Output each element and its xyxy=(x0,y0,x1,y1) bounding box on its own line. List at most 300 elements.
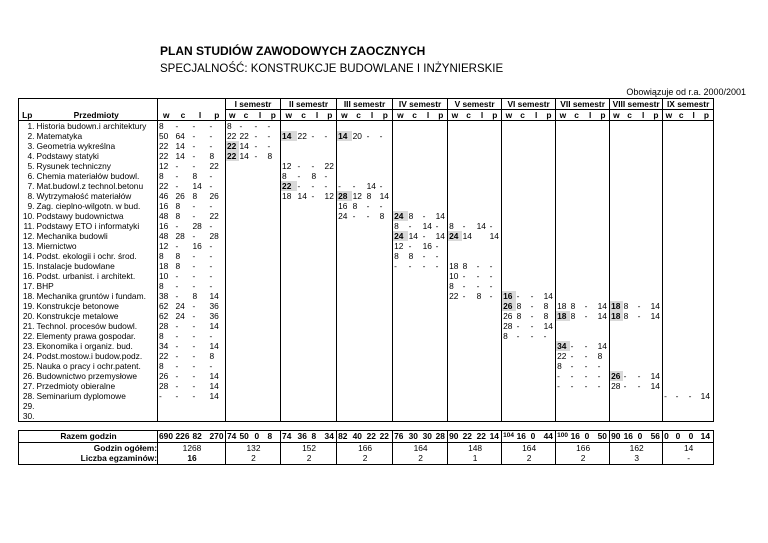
total-hours: 8 xyxy=(192,171,198,181)
semester-hours xyxy=(663,211,675,221)
total-hours: 14 xyxy=(209,371,219,381)
semester-hours: - xyxy=(297,181,301,191)
semester-hours: - xyxy=(311,181,315,191)
semester-hours xyxy=(610,401,623,411)
semester-col-header: c xyxy=(570,110,584,121)
semester-hours xyxy=(502,121,516,132)
total-hours: - xyxy=(192,361,196,371)
subject-name: Podst.mostow.i budow.podz. xyxy=(36,351,143,361)
razem-total: 82 xyxy=(192,431,209,443)
semester-hours xyxy=(502,251,516,261)
semester-hours xyxy=(489,351,502,361)
semester-hours xyxy=(516,411,530,422)
semester-hours xyxy=(502,281,516,291)
validity-note: Obowiązuje od r.a. 2000/2001 xyxy=(626,87,746,97)
semester-hours xyxy=(226,341,239,351)
semester-hours xyxy=(226,221,239,231)
semester-hours xyxy=(650,141,663,151)
semester-hours xyxy=(393,201,408,211)
razem-semester: 56 xyxy=(650,431,663,443)
semester-hours xyxy=(650,351,663,361)
semester-hours xyxy=(623,181,637,191)
semester-hours xyxy=(584,201,597,211)
semester-hours xyxy=(556,181,570,191)
semester-hours xyxy=(556,391,570,401)
razem-semester: 28 xyxy=(435,431,448,443)
semester-hours xyxy=(688,141,700,151)
subject-name: Mechanika gruntów i fundam. xyxy=(36,291,146,301)
semester-hours xyxy=(281,341,297,351)
semester-hours xyxy=(610,151,623,161)
semester-hours: 8 xyxy=(476,291,482,301)
semester-hours xyxy=(462,361,476,371)
semester-hours xyxy=(324,151,337,161)
semester-hours xyxy=(530,121,543,132)
total-hours: 48 xyxy=(158,231,175,241)
semester-hours xyxy=(610,261,623,271)
egzaminy-semester: 3 xyxy=(610,453,663,464)
semester-hours xyxy=(688,361,700,371)
semester-hours xyxy=(435,301,448,311)
semester-hours xyxy=(700,241,714,251)
total-hours: - xyxy=(209,361,213,371)
semester-hours xyxy=(462,321,476,331)
semester-hours xyxy=(408,181,422,191)
row-number: 12. xyxy=(19,231,36,241)
semester-hours xyxy=(663,121,675,132)
total-hours: - xyxy=(175,381,179,391)
semester-hours xyxy=(597,221,610,231)
semester-hours xyxy=(543,391,556,401)
semester-hours xyxy=(489,321,502,331)
semester-hours xyxy=(700,261,714,271)
semester-hours xyxy=(637,291,650,301)
semester-hours: - xyxy=(267,141,271,151)
semester-hours xyxy=(393,361,408,371)
row-number: 26. xyxy=(19,371,36,381)
semester-hours xyxy=(393,281,408,291)
semester-hours xyxy=(700,301,714,311)
total-hours xyxy=(192,411,209,422)
semester-hours xyxy=(422,351,435,361)
semester-hours xyxy=(267,181,281,191)
semester-hours xyxy=(675,121,688,132)
semester-hours: - xyxy=(570,341,574,351)
header-blank xyxy=(158,99,175,110)
semester-col-header: c xyxy=(675,110,688,121)
semester-hours xyxy=(570,121,584,132)
semester-hours xyxy=(502,131,516,141)
semester-hours xyxy=(337,271,352,281)
semester-hours: 14 xyxy=(435,231,445,241)
semester-hours: - xyxy=(584,311,588,321)
semester-header: IV semestr xyxy=(393,99,448,110)
semester-hours xyxy=(422,141,435,151)
semester-hours: - xyxy=(393,261,408,271)
semester-hours xyxy=(570,131,584,141)
semester-hours xyxy=(700,211,714,221)
semester-hours xyxy=(476,361,489,371)
semester-hours xyxy=(226,291,239,301)
table-row xyxy=(19,211,714,221)
semester-hours xyxy=(239,271,254,281)
semester-hours xyxy=(448,371,462,381)
semester-hours xyxy=(281,221,297,231)
semester-hours xyxy=(502,391,516,401)
semester-hours xyxy=(543,411,556,422)
semester-hours xyxy=(623,261,637,271)
semester-hours xyxy=(435,281,448,291)
razem-semester: 34 xyxy=(324,431,337,443)
subject-name: Podstawy ETO i informatyki xyxy=(36,221,140,231)
semester-hours xyxy=(366,231,379,241)
semester-hours xyxy=(516,231,530,241)
semester-hours xyxy=(422,301,435,311)
semester-col-header: w xyxy=(393,110,408,121)
semester-hours xyxy=(267,191,281,201)
semester-hours xyxy=(700,161,714,171)
semester-hours xyxy=(476,321,489,331)
semester-hours xyxy=(650,361,663,371)
semester-hours xyxy=(267,221,281,231)
semester-hours xyxy=(379,281,393,291)
total-hours: - xyxy=(192,351,196,361)
semester-hours xyxy=(462,181,476,191)
semester-hours xyxy=(663,191,675,201)
ogolem-total: 1268 xyxy=(158,442,226,453)
semester-hours: - xyxy=(352,181,356,191)
razem-semester: 0 xyxy=(675,431,688,443)
semester-hours xyxy=(623,161,637,171)
semester-hours: 14 xyxy=(239,141,249,151)
semester-hours xyxy=(623,401,637,411)
semester-hours xyxy=(352,221,366,231)
semester-hours xyxy=(476,161,489,171)
semester-header: VI semestr xyxy=(502,99,556,110)
semester-hours: - xyxy=(597,371,601,381)
semester-hours xyxy=(688,311,700,321)
semester-header: VII semestr xyxy=(556,99,610,110)
semester-hours xyxy=(663,261,675,271)
semester-hours: - xyxy=(297,171,301,181)
semester-hours: 14 xyxy=(489,231,499,241)
semester-hours xyxy=(597,261,610,271)
semester-hours xyxy=(543,251,556,261)
total-hours: - xyxy=(192,251,196,261)
semester-hours xyxy=(700,281,714,291)
total-hours: - xyxy=(192,341,196,351)
semester-hours xyxy=(675,411,688,422)
table-row xyxy=(19,201,714,211)
semester-hours xyxy=(584,281,597,291)
razem-semester: 76 xyxy=(393,431,408,443)
semester-hours xyxy=(516,361,530,371)
semester-hours xyxy=(281,411,297,422)
semester-hours xyxy=(324,311,337,321)
semester-hours xyxy=(530,261,543,271)
page-title: PLAN STUDIÓW ZAWODOWYCH ZAOCZNYCH xyxy=(160,44,426,58)
semester-hours xyxy=(366,171,379,181)
semester-hours xyxy=(435,341,448,351)
semester-hours xyxy=(597,131,610,141)
semester-hours xyxy=(337,171,352,181)
semester-hours xyxy=(226,241,239,251)
semester-hours xyxy=(637,191,650,201)
semester-hours xyxy=(422,121,435,132)
semester-hours: 22 xyxy=(239,131,249,141)
semester-hours xyxy=(448,191,462,201)
subject-name: Mechanika budowli xyxy=(36,231,108,241)
semester-hours xyxy=(297,211,311,221)
semester-hours xyxy=(324,401,337,411)
total-hours: 8 xyxy=(175,251,181,261)
semester-hours xyxy=(584,291,597,301)
semester-hours xyxy=(610,171,623,181)
total-hours: - xyxy=(175,331,179,341)
semester-hours xyxy=(688,151,700,161)
semester-header: I semestr xyxy=(226,99,281,110)
semester-hours xyxy=(422,371,435,381)
ogolem-semester: 166 xyxy=(337,442,393,453)
semester-hours: - xyxy=(408,241,412,251)
semester-hours: - xyxy=(379,201,383,211)
semester-hours xyxy=(556,251,570,261)
total-hours: 14 xyxy=(209,321,219,331)
row-number: 28. xyxy=(19,391,36,401)
semester-hours xyxy=(435,161,448,171)
total-hours: 8 xyxy=(158,361,175,371)
semester-hours: - xyxy=(297,161,301,171)
semester-hours xyxy=(597,191,610,201)
semester-hours xyxy=(700,401,714,411)
semester-hours xyxy=(337,221,352,231)
semester-hours xyxy=(239,191,254,201)
semester-hours: - xyxy=(254,141,258,151)
semester-hours xyxy=(297,301,311,311)
semester-hours xyxy=(476,131,489,141)
semester-hours xyxy=(476,401,489,411)
semester-hours xyxy=(254,341,267,351)
total-hours: 14 xyxy=(192,181,202,191)
semester-hours xyxy=(448,121,462,132)
semester-hours xyxy=(476,181,489,191)
row-number: 22. xyxy=(19,331,36,341)
semester-hours xyxy=(311,291,324,301)
semester-hours xyxy=(337,351,352,361)
total-hours: 16 xyxy=(192,241,202,251)
semester-hours xyxy=(281,211,297,221)
semester-hours xyxy=(650,221,663,231)
semester-hours xyxy=(530,201,543,211)
semester-hours xyxy=(543,121,556,132)
semester-hours xyxy=(239,361,254,371)
semester-hours: 8 xyxy=(570,311,576,321)
semester-hours xyxy=(366,291,379,301)
subject-name: Seminarium dyplomowe xyxy=(36,391,126,401)
semester-hours xyxy=(311,381,324,391)
semester-hours xyxy=(650,241,663,251)
total-hours: - xyxy=(192,331,196,341)
semester-hours xyxy=(408,311,422,321)
semester-hours xyxy=(462,301,476,311)
semester-hours xyxy=(448,171,462,181)
semester-hours xyxy=(337,311,352,321)
semester-hours xyxy=(239,181,254,191)
subject-name: Podst. ekologii i ochr. środ. xyxy=(36,251,137,261)
semester-hours xyxy=(352,231,366,241)
semester-hours xyxy=(688,131,700,141)
total-hours: 8 xyxy=(192,291,198,301)
semester-hours xyxy=(337,411,352,422)
semester-hours xyxy=(448,251,462,261)
semester-hours xyxy=(556,131,570,141)
semester-hours xyxy=(637,251,650,261)
semester-hours xyxy=(543,351,556,361)
semester-hours xyxy=(408,141,422,151)
semester-hours xyxy=(570,141,584,151)
semester-hours: 22 xyxy=(226,141,239,151)
semester-hours xyxy=(311,141,324,151)
semester-hours xyxy=(623,121,637,132)
semester-hours xyxy=(663,371,675,381)
subject-name: Geometria wykreślna xyxy=(36,141,116,151)
semester-hours xyxy=(422,131,435,141)
semester-hours xyxy=(254,161,267,171)
total-hours: 16 xyxy=(158,221,175,231)
table-row xyxy=(19,401,714,411)
total-hours: 50 xyxy=(158,131,175,141)
semester-hours xyxy=(422,161,435,171)
total-hours: - xyxy=(192,371,196,381)
semester-hours xyxy=(422,341,435,351)
semester-hours xyxy=(489,191,502,201)
semester-hours xyxy=(700,271,714,281)
semester-hours xyxy=(530,381,543,391)
semester-hours: 22 xyxy=(281,181,297,191)
semester-hours xyxy=(556,221,570,231)
semester-hours xyxy=(408,121,422,132)
semester-hours: - xyxy=(422,261,426,271)
semester-hours xyxy=(623,141,637,151)
semester-hours xyxy=(366,361,379,371)
semester-hours xyxy=(700,151,714,161)
semester-hours xyxy=(254,261,267,271)
semester-hours xyxy=(408,381,422,391)
razem-semester: 82 xyxy=(337,431,352,443)
semester-hours xyxy=(489,301,502,311)
table-row xyxy=(19,311,714,321)
semester-hours: 12 xyxy=(352,191,362,201)
semester-hours xyxy=(623,211,637,221)
semester-hours xyxy=(352,371,366,381)
semester-hours xyxy=(379,351,393,361)
semester-hours xyxy=(366,271,379,281)
total-hours: 64 xyxy=(175,131,185,141)
razem-semester: 22 xyxy=(366,431,379,443)
semester-hours xyxy=(226,351,239,361)
semester-hours xyxy=(408,191,422,201)
semester-hours xyxy=(556,201,570,211)
semester-hours xyxy=(688,231,700,241)
egzaminy-semester: 2 xyxy=(337,453,393,464)
semester-hours xyxy=(254,281,267,291)
semester-hours xyxy=(297,141,311,151)
semester-hours xyxy=(663,201,675,211)
semester-hours xyxy=(422,271,435,281)
semester-hours xyxy=(311,261,324,271)
semester-hours xyxy=(530,271,543,281)
semester-hours xyxy=(448,181,462,191)
semester-hours xyxy=(352,141,366,151)
semester-hours xyxy=(239,351,254,361)
semester-hours xyxy=(688,211,700,221)
semester-hours xyxy=(650,401,663,411)
row-number: 27. xyxy=(19,381,36,391)
semester-hours xyxy=(556,281,570,291)
semester-hours xyxy=(516,171,530,181)
semester-hours xyxy=(281,351,297,361)
row-number: 23. xyxy=(19,341,36,351)
total-hours: 48 xyxy=(158,211,175,221)
total-hours xyxy=(158,411,175,422)
semester-hours xyxy=(663,411,675,422)
semester-hours xyxy=(623,351,637,361)
semester-col-header: p xyxy=(267,110,281,121)
semester-hours xyxy=(489,361,502,371)
semester-hours xyxy=(675,231,688,241)
semester-hours xyxy=(254,251,267,261)
semester-hours xyxy=(688,261,700,271)
razem-semester: 14 xyxy=(700,431,714,443)
semester-hours xyxy=(637,121,650,132)
table-row xyxy=(19,191,714,201)
semester-hours xyxy=(226,191,239,201)
total-hours: 28 xyxy=(158,321,175,331)
semester-hours xyxy=(502,381,516,391)
semester-hours xyxy=(435,121,448,132)
semester-hours xyxy=(226,251,239,261)
subject-name: Elementy prawa gospodar. xyxy=(36,331,136,341)
razem-semester: 22 xyxy=(379,431,393,443)
semester-hours xyxy=(311,331,324,341)
semester-hours xyxy=(584,151,597,161)
total-hours: 62 xyxy=(158,311,175,321)
semester-hours xyxy=(502,211,516,221)
semester-hours xyxy=(366,221,379,231)
semester-hours xyxy=(462,331,476,341)
semester-hours: 8 xyxy=(623,301,629,311)
semester-hours xyxy=(650,291,663,301)
semester-hours xyxy=(637,321,650,331)
semester-hours xyxy=(239,391,254,401)
semester-hours xyxy=(408,341,422,351)
subject-name: Historia budown.i architektury xyxy=(36,121,147,131)
semester-hours xyxy=(610,391,623,401)
semester-hours xyxy=(663,281,675,291)
semester-hours xyxy=(448,161,462,171)
semester-hours xyxy=(570,241,584,251)
semester-hours xyxy=(408,371,422,381)
semester-hours xyxy=(226,321,239,331)
semester-hours: - xyxy=(422,211,426,221)
semester-hours: 8 xyxy=(516,311,522,321)
total-hours: - xyxy=(209,141,213,151)
semester-hours xyxy=(297,201,311,211)
semester-hours: 14 xyxy=(239,151,249,161)
semester-hours xyxy=(584,231,597,241)
semester-hours xyxy=(267,241,281,251)
semester-hours xyxy=(239,161,254,171)
